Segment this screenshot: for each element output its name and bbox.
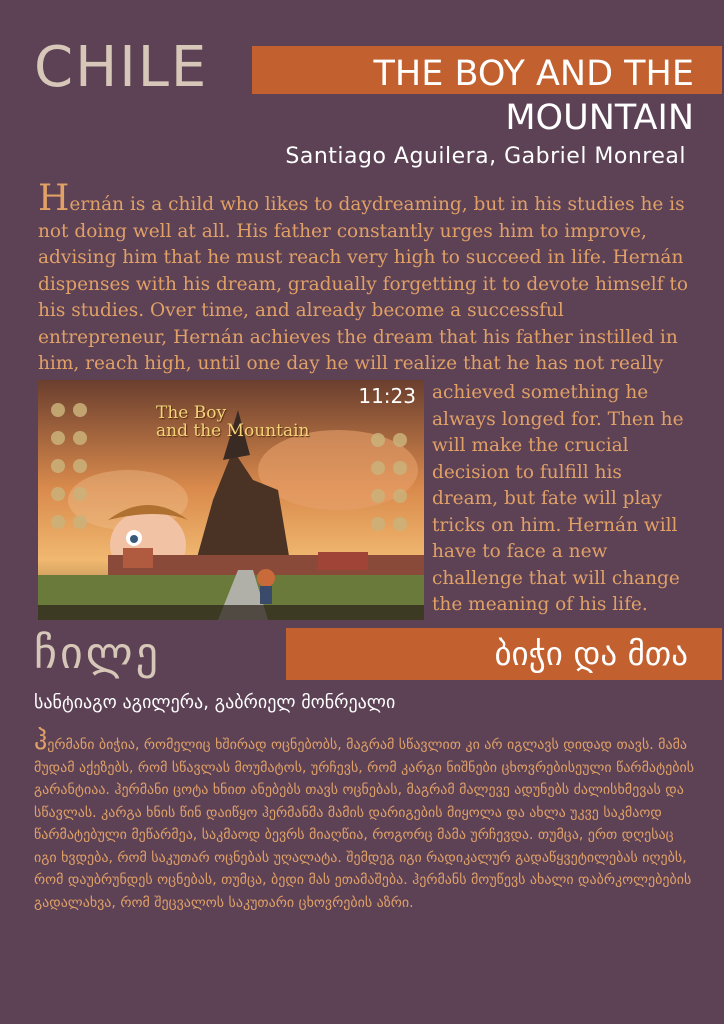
synopsis-en-side: achieved something he always longed for. Then he will make the crucial decision to fulfill his dream, but fate will play tricks on him. Hernán will have to face a new challenge that will change the meaning of his life. bbox=[432, 382, 684, 615]
synopsis-ka-text: ერმანი ბიჭია, რომელიც ხშირად ოცნებობს, მაგრამ სწავლით კი არ იგლავს დიდად თავს. მამა მუდამ აქეზებს, რომ სწავლას მოუმატოს, ურჩევს, რომ კარგი ნიშნები ცხოვრებისეული წარმატების გარანტიაა. ჰერმანი ცოტა ხნით ანებებს თავს ოცნებას, მაგრამ მალევე ადუნებს ძალისხმევას და სწავლას. კარგა ხნის წინ დაიწყო ჰერმანმა მამის დარიგების მიყოლა და ახლა უკვე საკმაოდ წარმატებული მეწარმეა, საკმაოდ ბევრს მიაღწია, როგორც მამა ურჩევდა. თუმცა, ერთ დღესაც იგი ხვდება, რომ საკუთარ ოცნებას უღალატა. შემდეგ იგი რადიკალურ გადაწყვეტილებას იღებს, რომ დაუბრუნდეს ოცნებას, თუმცა, ბედი მას ეთამაშება. ჰერმანს მოუწევს ახალი დაბრკოლებების გადალახვა, რომ შეცვალოს საკუთარი ცხოვრების აზრი. bbox=[34, 737, 695, 911]
poster-duration: 11:23 bbox=[358, 384, 416, 408]
poster-title-line1: The Boy bbox=[156, 403, 227, 423]
film-title-en-line2: MOUNTAIN bbox=[505, 98, 694, 138]
film-title-en-line1: THE BOY AND THE bbox=[373, 54, 694, 94]
poster-title-line2: and the Mountain bbox=[156, 421, 310, 441]
synopsis-en-top bbox=[38, 178, 698, 378]
synopsis-ka bbox=[34, 726, 698, 914]
country-heading-ka: ჩილე bbox=[34, 628, 161, 679]
drop-cap-ka: ჰ bbox=[34, 726, 48, 756]
synopsis-en-text: ernán is a child who likes to daydreaming, but in his studies he is not doing well at all. His father constantly urges him to improve, advising him that he must reach very high to succeed in life. Hernán dispenses with his dream, gradually forgetting it to devote himself to his studies. Over time, and already become a successful entrepreneur, Hernán achieves the dream that his father instilled in him, reach high, until one day he will realize that he has not really bbox=[38, 194, 689, 374]
country-heading-en: CHILE bbox=[34, 35, 209, 100]
poster-title bbox=[156, 404, 310, 440]
film-title-en bbox=[374, 52, 695, 140]
film-title-ka: ბიჭი და მთა bbox=[494, 634, 688, 673]
authors-en: Santiago Aguilera, Gabriel Monreal bbox=[285, 144, 686, 169]
film-poster-image bbox=[38, 380, 424, 620]
authors-ka: სანტიაგო აგილერა, გაბრიელ მონრეალი bbox=[34, 692, 396, 713]
drop-cap-en: H bbox=[38, 178, 70, 219]
